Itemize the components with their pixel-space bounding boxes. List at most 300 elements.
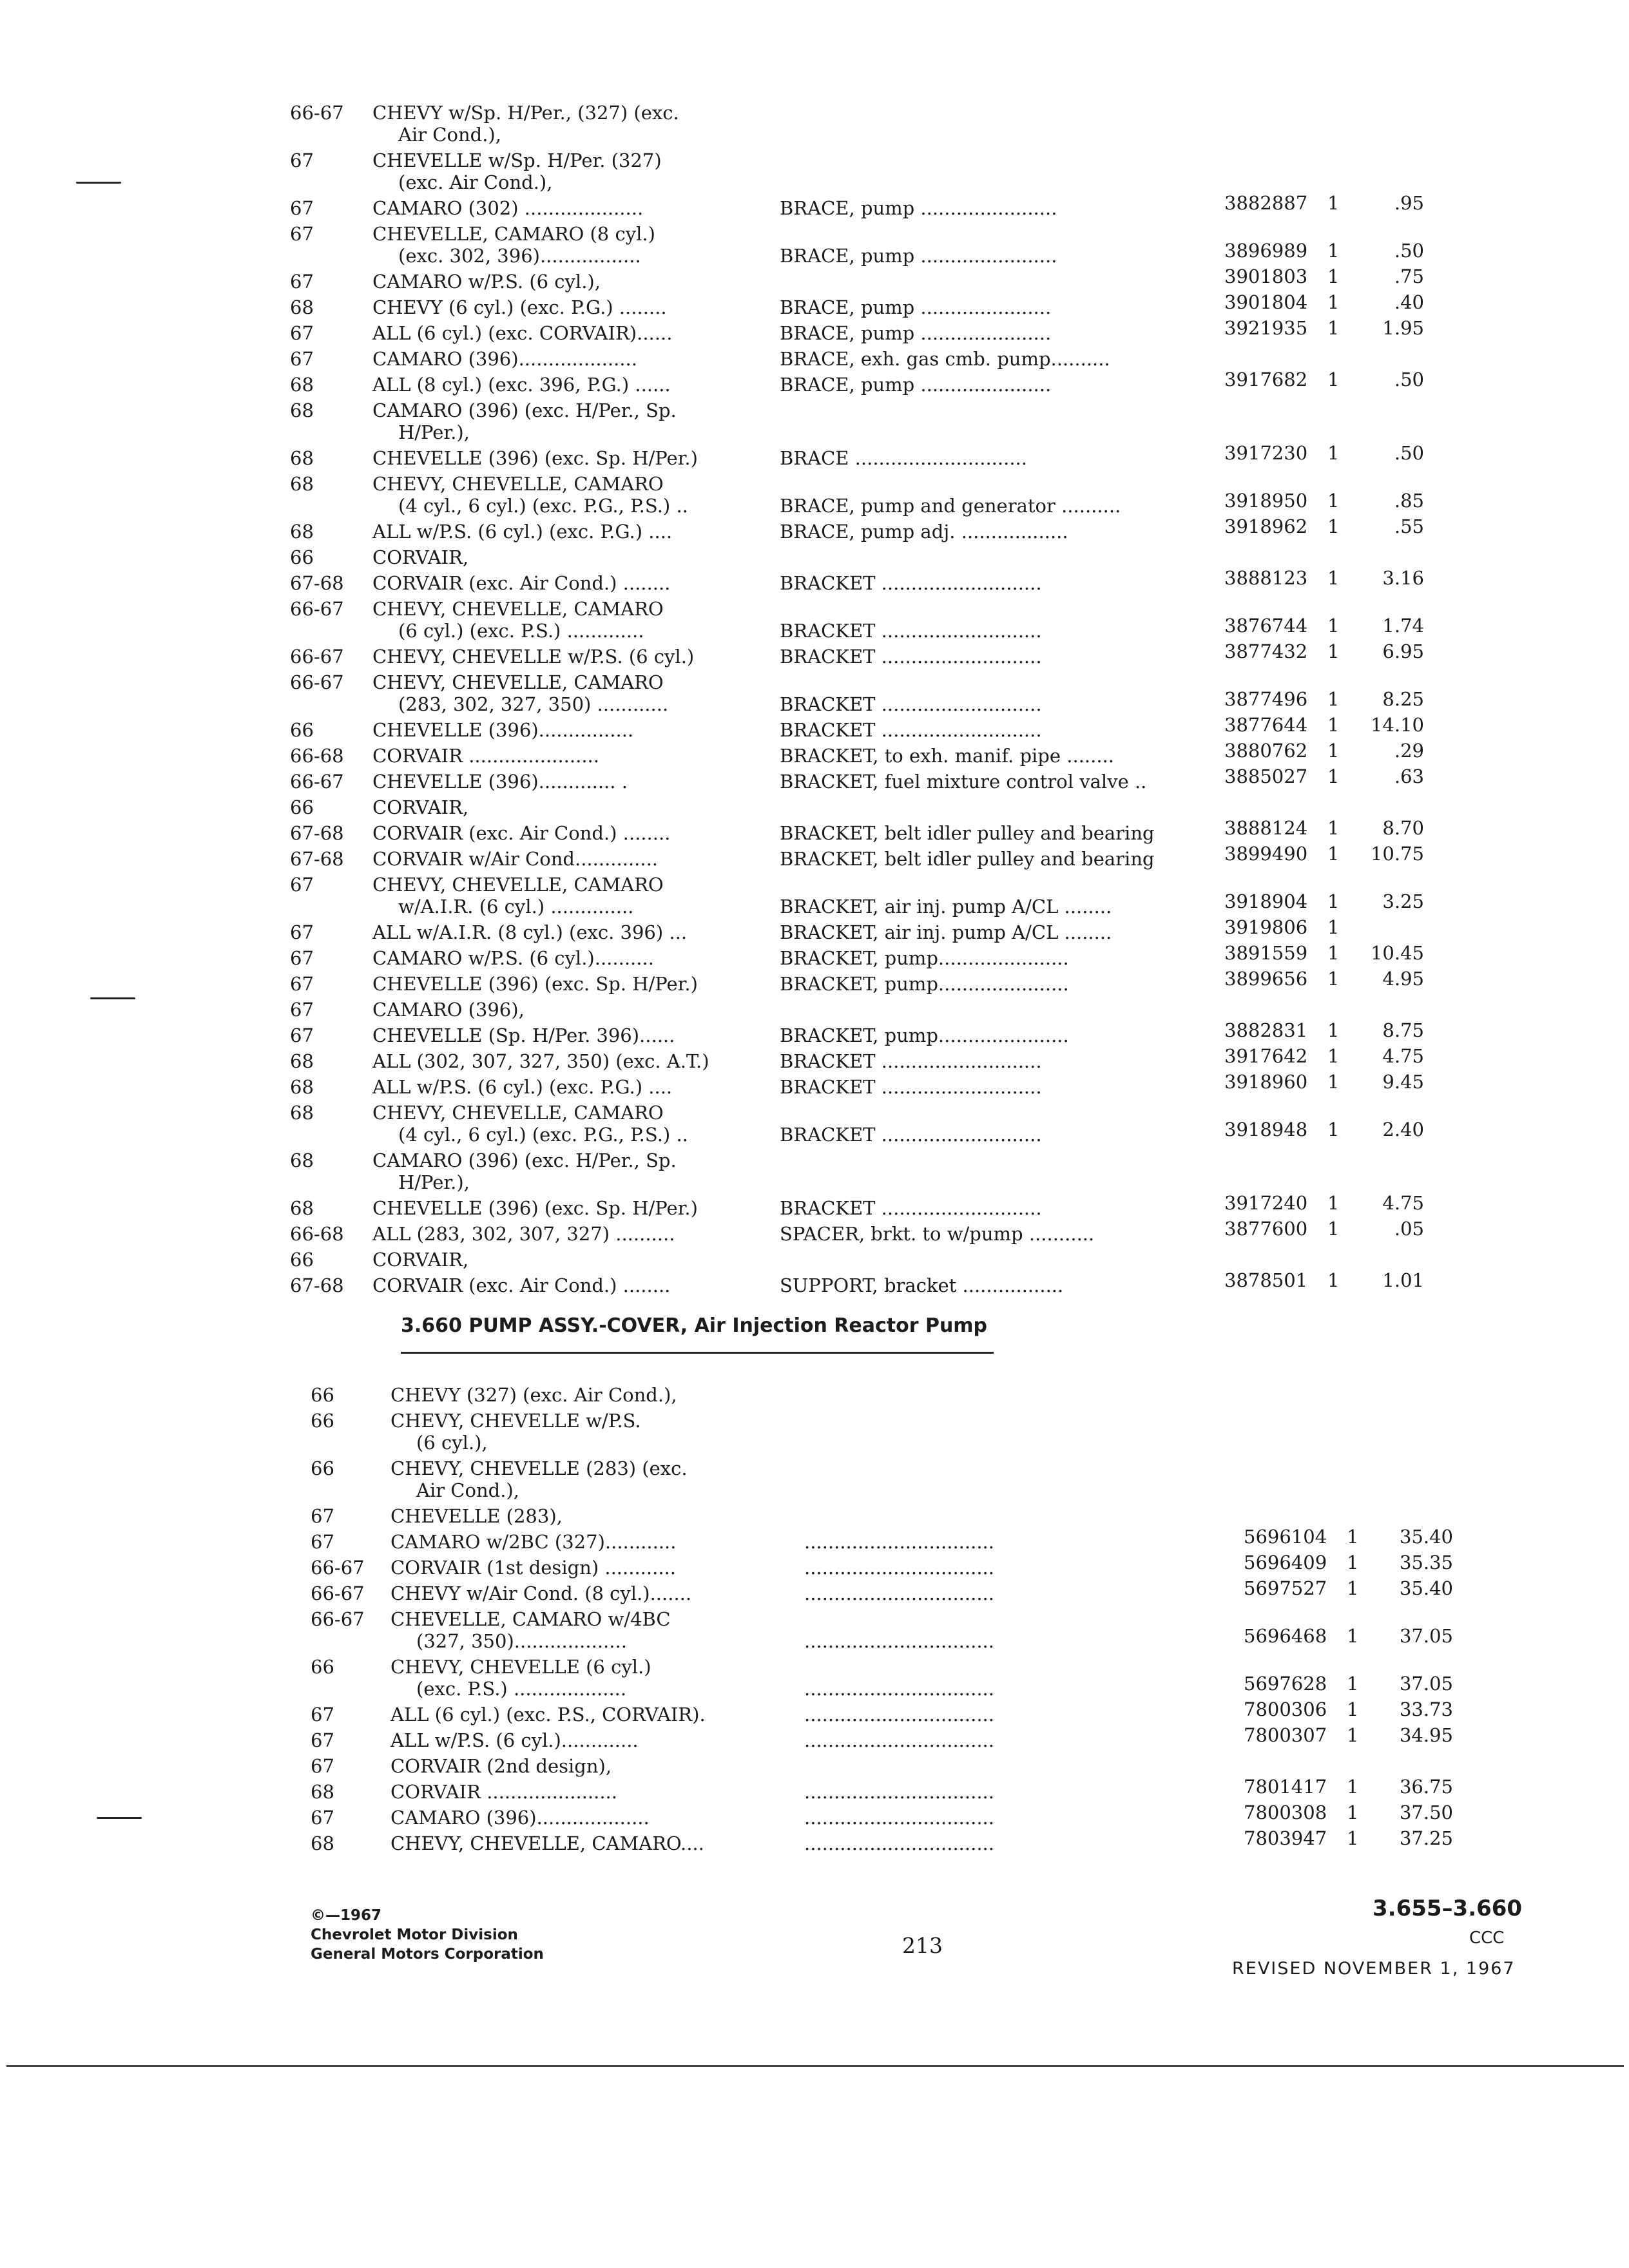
parts-row (0, 968, 1629, 1001)
part-number: 3888124 (1224, 817, 1308, 839)
model-year: 66-67 (290, 102, 344, 124)
list-price: 33.73 (1399, 1698, 1453, 1720)
application (372, 848, 658, 870)
quantity: 1 (1327, 442, 1340, 464)
part-number: 3899656 (1224, 968, 1308, 990)
part-description: ................................ (804, 1729, 994, 1751)
parts-row (0, 671, 1629, 715)
model-year: 66 (290, 546, 314, 568)
application-line: CORVAIR (exc. Air Cond.) ........ (372, 1274, 671, 1296)
list-price: 10.75 (1370, 843, 1424, 865)
model-year: 67 (311, 1704, 334, 1725)
quantity: 1 (1327, 291, 1340, 313)
application (372, 999, 525, 1021)
model-year: 68 (290, 1197, 314, 1219)
model-year: 66-67 (290, 771, 344, 793)
part-number: 7800308 (1244, 1802, 1327, 1823)
parts-row (0, 1457, 1629, 1501)
list-price: .75 (1394, 265, 1424, 287)
parts-row (0, 1102, 1629, 1146)
application (372, 1076, 672, 1098)
application-line: ALL w/P.S. (6 cyl.)............. (390, 1729, 639, 1751)
list-price: .50 (1394, 240, 1424, 262)
application-line: H/Per.), (398, 1171, 470, 1193)
corporation-name: General Motors Corporation (311, 1946, 544, 1963)
part-number: 3901803 (1224, 265, 1308, 287)
application (390, 1608, 671, 1652)
part-description: ................................ (804, 1630, 994, 1652)
application-line: CAMARO w/P.S. (6 cyl.).......... (372, 947, 654, 969)
application (372, 296, 667, 318)
section-reference: 3.655–3.660 (1373, 1896, 1523, 1921)
application-line: CHEVELLE, CAMARO (8 cyl.) (372, 223, 655, 245)
part-description: BRACKET, air inj. pump A/CL ........ (780, 896, 1112, 918)
part-description: BRACKET, pump...................... (780, 947, 1069, 969)
model-year: 67 (290, 921, 314, 943)
parts-row (0, 1149, 1629, 1193)
application-line: ALL (283, 302, 307, 327) .......... (372, 1223, 675, 1245)
application (390, 1807, 650, 1829)
part-description: BRACKET ........................... (780, 620, 1042, 642)
list-price: 36.75 (1399, 1776, 1453, 1798)
list-price: 8.75 (1382, 1019, 1424, 1041)
list-price: 8.25 (1382, 688, 1424, 710)
quantity: 1 (1327, 192, 1340, 214)
model-year: 66 (311, 1410, 334, 1432)
application-line: CHEVELLE (Sp. H/Per. 396)...... (372, 1024, 675, 1046)
model-year: 68 (290, 296, 314, 318)
application (372, 322, 672, 344)
parts-row (0, 567, 1629, 601)
quantity: 1 (1327, 515, 1340, 537)
model-year: 66-67 (290, 598, 344, 620)
parts-row (0, 102, 1629, 146)
application (372, 399, 677, 443)
quantity: 1 (1347, 1625, 1359, 1647)
application-line: CORVAIR (2nd design), (390, 1755, 612, 1777)
list-price: 1.95 (1382, 317, 1424, 339)
application (390, 1755, 612, 1777)
part-description: BRACKET, belt idler pulley and bearing (780, 848, 1155, 870)
part-description: BRACE, pump ...................... (780, 296, 1052, 318)
application (372, 1050, 709, 1072)
application (372, 671, 668, 715)
application-line: CHEVY, CHEVELLE, CAMARO (372, 1102, 664, 1124)
application-line: CHEVY, CHEVELLE w/P.S. (6 cyl.) (372, 646, 695, 668)
application-line: (6 cyl.) (exc. P.S.) ............. (398, 620, 644, 642)
parts-row (0, 1577, 1629, 1611)
division-name: Chevrolet Motor Division (311, 1927, 518, 1943)
quantity: 1 (1327, 567, 1340, 589)
part-description: BRACKET ........................... (780, 693, 1042, 715)
model-year: 66-67 (311, 1582, 365, 1604)
part-description: BRACKET, pump...................... (780, 1024, 1069, 1046)
part-number: 3880762 (1224, 740, 1308, 762)
application (372, 1102, 688, 1146)
quantity: 1 (1327, 843, 1340, 865)
part-number: 3876744 (1224, 615, 1308, 637)
model-year: 67 (290, 149, 314, 171)
quantity: 1 (1327, 942, 1340, 964)
part-description: BRACE, pump ....................... (780, 245, 1057, 267)
part-number: 3917240 (1224, 1192, 1308, 1214)
application-line: w/A.I.R. (6 cyl.) .............. (398, 896, 634, 918)
quantity: 1 (1347, 1698, 1359, 1720)
list-price: 37.25 (1399, 1827, 1453, 1849)
application-line: CAMARO (302) .................... (372, 197, 644, 219)
publisher-block (311, 1906, 544, 1964)
model-year: 68 (290, 1050, 314, 1072)
application (390, 1531, 677, 1553)
part-number: 3917642 (1224, 1045, 1308, 1067)
model-year: 67 (290, 999, 314, 1021)
part-description: BRACE ............................. (780, 447, 1027, 469)
list-price: 35.35 (1399, 1552, 1453, 1573)
quantity: 1 (1347, 1776, 1359, 1798)
parts-row (0, 1608, 1629, 1652)
page-number: 213 (902, 1933, 943, 1958)
application (372, 102, 679, 146)
application-line: CAMARO w/P.S. (6 cyl.), (372, 271, 601, 293)
application-line: (exc. 302, 396)................. (398, 245, 641, 267)
quantity: 1 (1347, 1526, 1359, 1548)
binder-mark (97, 1817, 142, 1819)
application-line: (4 cyl., 6 cyl.) (exc. P.G., P.S.) .. (398, 495, 688, 517)
application-line: ALL w/A.I.R. (8 cyl.) (exc. 396) ... (372, 921, 688, 943)
application (372, 1223, 675, 1245)
model-year: 67 (290, 1024, 314, 1046)
parts-row (0, 442, 1629, 476)
model-year: 66-68 (290, 1223, 344, 1245)
application-line: CAMARO (396)................... (390, 1807, 650, 1829)
application (390, 1656, 651, 1700)
quantity: 1 (1327, 714, 1340, 736)
part-number: 3878501 (1224, 1269, 1308, 1291)
quantity: 1 (1327, 490, 1340, 512)
quantity: 1 (1327, 765, 1340, 787)
list-price: 35.40 (1399, 1526, 1453, 1548)
part-number: 3917682 (1224, 369, 1308, 390)
model-year: 67 (311, 1729, 334, 1751)
application-line: CHEVY (327) (exc. Air Cond.), (390, 1384, 677, 1406)
list-price: 1.01 (1382, 1269, 1424, 1291)
bottom-divider (6, 2065, 1624, 2067)
part-description: BRACE, exh. gas cmb. pump.......... (780, 348, 1110, 370)
application-line: CAMARO (396) (exc. H/Per., Sp. (372, 1149, 677, 1171)
list-price: .95 (1394, 192, 1424, 214)
application (372, 796, 468, 818)
quantity: 1 (1347, 1673, 1359, 1695)
application (372, 348, 637, 370)
application (372, 572, 670, 594)
part-description: BRACKET, fuel mixture control valve .. (780, 771, 1147, 793)
part-number: 7801417 (1244, 1776, 1327, 1798)
application-line: ALL (8 cyl.) (exc. 396, P.G.) ...... (372, 374, 671, 396)
quantity: 1 (1327, 615, 1340, 637)
list-price: 1.74 (1382, 615, 1424, 637)
application-line: CORVAIR ...................... (390, 1781, 617, 1803)
part-number: 3896989 (1224, 240, 1308, 262)
parts-row (0, 598, 1629, 642)
model-year: 67 (290, 197, 314, 219)
quantity: 1 (1327, 369, 1340, 390)
part-description: BRACKET ........................... (780, 1124, 1042, 1146)
application-line: Air Cond.), (398, 124, 501, 146)
application (372, 1024, 675, 1046)
part-description: BRACKET ........................... (780, 1076, 1042, 1098)
model-year: 68 (290, 447, 314, 469)
list-price: 8.70 (1382, 817, 1424, 839)
application (372, 822, 670, 844)
application-line: CHEVY, CHEVELLE, CAMARO (372, 473, 664, 495)
application (390, 1582, 691, 1604)
application-line: CORVAIR, (372, 1249, 469, 1271)
application-line: CORVAIR w/Air Cond.............. (372, 848, 659, 870)
title-underline (401, 1352, 994, 1354)
part-number: 3882831 (1224, 1019, 1308, 1041)
part-number: 3877600 (1224, 1218, 1308, 1240)
part-description: BRACE, pump ...................... (780, 374, 1052, 396)
part-description: SPACER, brkt. to w/pump ........... (780, 1223, 1095, 1245)
application-line: ALL (302, 307, 327, 350) (exc. A.T.) (372, 1050, 709, 1072)
application (390, 1557, 676, 1579)
quantity: 1 (1347, 1552, 1359, 1573)
part-description: ................................ (804, 1781, 994, 1803)
part-description: SUPPORT, bracket ................. (780, 1274, 1064, 1296)
model-year: 67 (290, 322, 314, 344)
model-year: 67 (311, 1755, 334, 1777)
part-number: 3882887 (1224, 192, 1308, 214)
model-year: 66-67 (290, 671, 344, 693)
application-line: H/Per.), (398, 421, 470, 443)
part-number: 3891559 (1224, 942, 1308, 964)
parts-row (0, 399, 1629, 443)
model-year: 68 (290, 399, 314, 421)
parts-row (0, 1218, 1629, 1251)
model-year: 68 (311, 1832, 334, 1854)
part-number: 3918904 (1224, 890, 1308, 912)
application (390, 1729, 639, 1751)
model-year: 67 (290, 874, 314, 896)
application-line: CORVAIR (exc. Air Cond.) ........ (372, 822, 671, 844)
quantity: 1 (1327, 740, 1340, 762)
model-year: 66 (290, 796, 314, 818)
parts-row (0, 1384, 1629, 1412)
model-year: 68 (290, 473, 314, 495)
application (372, 646, 694, 668)
application-line: (exc. Air Cond.), (398, 171, 553, 193)
part-description: BRACE, pump ...................... (780, 322, 1052, 344)
quantity: 1 (1327, 916, 1340, 938)
application-line: (6 cyl.), (416, 1432, 488, 1454)
application (390, 1505, 563, 1527)
application (372, 1149, 677, 1193)
part-description: BRACE, pump and generator .......... (780, 495, 1121, 517)
model-year: 66-67 (311, 1608, 365, 1630)
quantity: 1 (1327, 317, 1340, 339)
part-description: BRACKET ........................... (780, 719, 1042, 741)
model-year: 68 (290, 1149, 314, 1171)
list-price: .05 (1394, 1218, 1424, 1240)
application-line: CAMARO w/2BC (327)............ (390, 1531, 677, 1553)
application-line: CORVAIR ...................... (372, 745, 599, 767)
quantity: 1 (1327, 688, 1340, 710)
model-year: 68 (290, 1102, 314, 1124)
part-description: BRACKET, pump...................... (780, 973, 1069, 995)
catalog-code: CCC (1469, 1928, 1505, 1948)
binder-mark (90, 997, 135, 999)
quantity: 1 (1327, 1119, 1340, 1140)
part-description: ................................ (804, 1582, 994, 1604)
model-year: 66 (290, 1249, 314, 1271)
application (372, 598, 664, 642)
parts-row (0, 1827, 1629, 1861)
parts-row (0, 765, 1629, 799)
application (372, 447, 698, 469)
part-description: BRACKET, to exh. manif. pipe ........ (780, 745, 1114, 767)
application (372, 745, 599, 767)
quantity: 1 (1327, 1071, 1340, 1093)
parts-row (0, 369, 1629, 402)
parts-row (0, 223, 1629, 267)
model-year: 66 (311, 1457, 334, 1479)
list-price: 34.95 (1399, 1724, 1453, 1746)
model-year: 66-68 (290, 745, 344, 767)
application (372, 149, 662, 193)
part-number: 7800307 (1244, 1724, 1327, 1746)
application-line: CHEVELLE, CAMARO w/4BC (390, 1608, 671, 1630)
application (372, 1249, 468, 1271)
application (390, 1832, 704, 1854)
application (390, 1384, 677, 1406)
application-line: CORVAIR, (372, 546, 469, 568)
part-number: 5696104 (1244, 1526, 1327, 1548)
quantity: 1 (1327, 640, 1340, 662)
application (390, 1410, 641, 1454)
list-price: 6.95 (1382, 640, 1424, 662)
application-line: CORVAIR (exc. Air Cond.) ........ (372, 572, 671, 594)
application (372, 973, 698, 995)
part-description: BRACE, pump ....................... (780, 197, 1057, 219)
application-line: CHEVELLE (396)................ (372, 719, 634, 741)
application (372, 374, 671, 396)
part-number: 3901804 (1224, 291, 1308, 313)
quantity: 1 (1347, 1802, 1359, 1823)
part-number: 3921935 (1224, 317, 1308, 339)
part-number: 5697628 (1244, 1673, 1327, 1695)
part-description: BRACKET ........................... (780, 1197, 1042, 1219)
application-line: CAMARO (396), (372, 999, 525, 1021)
list-price: 3.16 (1382, 567, 1424, 589)
application (372, 921, 687, 943)
application-line: ALL (6 cyl.) (exc. CORVAIR)...... (372, 322, 673, 344)
list-price: 35.40 (1399, 1577, 1453, 1599)
application-line: CHEVELLE (283), (390, 1505, 563, 1527)
parts-row (0, 149, 1629, 193)
part-description: BRACKET, air inj. pump A/CL ........ (780, 921, 1112, 943)
parts-row (0, 1071, 1629, 1104)
application-line: CHEVELLE w/Sp. H/Per. (327) (372, 149, 662, 171)
list-price: 4.75 (1382, 1192, 1424, 1214)
list-price: 2.40 (1382, 1119, 1424, 1140)
application-line: (exc. P.S.) ................... (416, 1678, 627, 1700)
model-year: 66 (311, 1384, 334, 1406)
model-year: 67-68 (290, 572, 344, 594)
model-year: 67 (290, 348, 314, 370)
quantity: 1 (1327, 1192, 1340, 1214)
list-price: .63 (1394, 765, 1424, 787)
list-price: 37.50 (1399, 1802, 1453, 1823)
application-line: CHEVY, CHEVELLE, CAMARO (372, 598, 664, 620)
part-description: BRACKET ........................... (780, 646, 1042, 668)
application (372, 947, 654, 969)
application-line: CHEVY (6 cyl.) (exc. P.G.) ........ (372, 296, 667, 318)
section-title: 3.660 PUMP ASSY.-COVER, Air Injection Reactor Pump (401, 1314, 988, 1337)
model-year: 66 (311, 1656, 334, 1678)
application (372, 223, 655, 267)
part-description: BRACKET ........................... (780, 572, 1042, 594)
application-line: CHEVY, CHEVELLE, CAMARO.... (390, 1832, 704, 1854)
application-line: CHEVY, CHEVELLE, CAMARO (372, 671, 664, 693)
model-year: 67 (311, 1505, 334, 1527)
part-number: 3918962 (1224, 515, 1308, 537)
list-price: .29 (1394, 740, 1424, 762)
part-description: ................................ (804, 1807, 994, 1829)
application (372, 1197, 698, 1219)
quantity: 1 (1327, 1218, 1340, 1240)
part-number: 7800306 (1244, 1698, 1327, 1720)
parts-row (0, 192, 1629, 226)
quantity: 1 (1347, 1724, 1359, 1746)
part-number: 3918950 (1224, 490, 1308, 512)
list-price: .40 (1394, 291, 1424, 313)
part-number: 3918960 (1224, 1071, 1308, 1093)
application-line: CHEVY, CHEVELLE (283) (exc. (390, 1457, 688, 1479)
part-number: 5696409 (1244, 1552, 1327, 1573)
application-line: CHEVY w/Air Cond. (8 cyl.)....... (390, 1582, 692, 1604)
list-price: 4.95 (1382, 968, 1424, 990)
part-description: ................................ (804, 1557, 994, 1579)
quantity: 1 (1327, 817, 1340, 839)
part-number: 3877496 (1224, 688, 1308, 710)
part-number: 3919806 (1224, 916, 1308, 938)
list-price: .50 (1394, 442, 1424, 464)
quantity: 1 (1327, 890, 1340, 912)
parts-row (0, 317, 1629, 351)
application (390, 1704, 706, 1725)
list-price: 37.05 (1399, 1625, 1453, 1647)
model-year: 67-68 (290, 848, 344, 870)
list-price: 37.05 (1399, 1673, 1453, 1695)
application (372, 771, 628, 793)
model-year: 67 (290, 271, 314, 293)
parts-row (0, 1269, 1629, 1303)
model-year: 67 (290, 223, 314, 245)
part-number: 3885027 (1224, 765, 1308, 787)
application (372, 197, 643, 219)
part-number: 3888123 (1224, 567, 1308, 589)
model-year: 67-68 (290, 1274, 344, 1296)
application-line: CHEVY, CHEVELLE (6 cyl.) (390, 1656, 651, 1678)
parts-row (0, 1656, 1629, 1700)
part-number: 3918948 (1224, 1119, 1308, 1140)
application-line: Air Cond.), (416, 1479, 519, 1501)
part-number: 3877432 (1224, 640, 1308, 662)
model-year: 68 (311, 1781, 334, 1803)
application-line: (283, 302, 327, 350) ............ (398, 693, 669, 715)
list-price: .85 (1394, 490, 1424, 512)
quantity: 1 (1327, 968, 1340, 990)
